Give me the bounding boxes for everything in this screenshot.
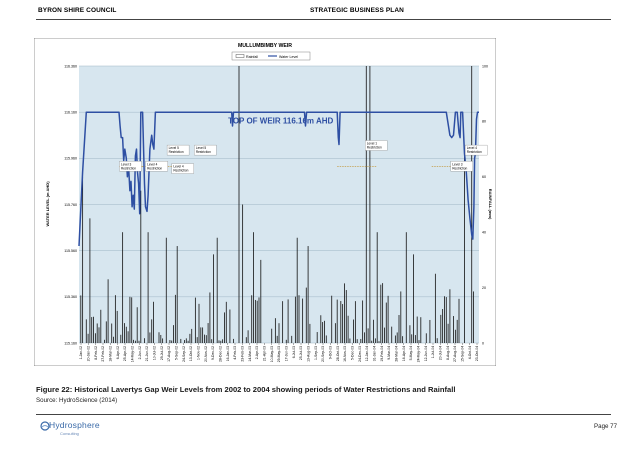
x-tick-label: 5-May-04 — [409, 346, 414, 361]
x-tick-label: 24-Sep-02 — [181, 346, 186, 362]
rainfall-bar — [190, 334, 191, 343]
rainfall-bar — [411, 334, 412, 343]
x-tick-label: 20-Nov-02 — [203, 346, 208, 362]
rainfall-bar — [402, 336, 403, 343]
rainfall-bar — [230, 309, 231, 343]
x-tick-label: 29-Jul-02 — [159, 346, 164, 361]
x-tick-label: 1-Jul-04 — [431, 346, 436, 359]
rainfall-bar — [160, 335, 161, 343]
rainfall-bar — [419, 340, 420, 343]
restriction-label: Restriction — [366, 145, 382, 150]
x-tick-label: 24-May-04 — [416, 346, 421, 363]
x-tick-label: 17-Aug-02 — [167, 346, 172, 362]
rainfall-bar — [140, 191, 141, 343]
rainfall-bar — [210, 292, 211, 343]
restriction-label: Level 3 — [120, 162, 132, 167]
rainfall-bar — [388, 296, 389, 343]
x-tick-label: 27-Aug-04 — [453, 346, 458, 362]
x-tick-label: 9-Mar-04 — [387, 346, 392, 360]
x-tick-label: 15-Sep-04 — [460, 346, 465, 362]
rainfall-bar — [420, 317, 421, 343]
rainfall-bar — [353, 320, 354, 343]
rainfall-bar — [320, 315, 321, 343]
rainfall-bar — [220, 341, 221, 343]
x-tick-label: 10-May-03 — [269, 346, 274, 363]
rainfall-bar — [111, 324, 112, 343]
rainfall-bar — [471, 66, 472, 343]
restriction-label: Restriction — [168, 150, 184, 155]
rainfall-bar — [91, 317, 92, 343]
x-tick-label: 4-Oct-04 — [467, 346, 472, 360]
rainfall-bar — [239, 66, 240, 343]
x-tick-label: 17-Jun-03 — [284, 346, 289, 362]
rainfall-bar — [375, 338, 376, 343]
y-right-tick-label: 80 — [482, 119, 486, 124]
legend-water-level-label: Water Level — [279, 55, 299, 59]
rainfall-bar — [173, 325, 174, 343]
rainfall-bar — [159, 332, 160, 343]
rainfall-bar — [310, 324, 311, 343]
footer-rule — [36, 414, 611, 415]
rainfall-bar — [279, 323, 280, 343]
rainfall-bar — [286, 340, 287, 343]
x-tick-label: 12-Jan-04 — [365, 346, 370, 362]
rainfall-bar — [317, 332, 318, 343]
rainfall-bar — [366, 66, 367, 343]
rainfall-bar — [413, 254, 414, 343]
x-tick-label: 1-Sep-03 — [313, 346, 318, 360]
restriction-label: Level 5 — [195, 146, 207, 151]
rainfall-bar — [88, 334, 89, 343]
y-left-tick-label: 115.360 — [64, 295, 77, 300]
rainfall-bar — [226, 302, 227, 343]
header-document-title: STRATEGIC BUSINESS PLAN — [310, 7, 404, 14]
restriction-label: Restriction — [466, 150, 482, 155]
rainfall-bar — [191, 329, 192, 343]
restriction-label: Level 4 — [147, 162, 158, 167]
x-tick-label: 19-Feb-04 — [379, 346, 384, 362]
rainfall-bar — [99, 327, 100, 343]
x-tick-label: 14-Mar-03 — [247, 346, 252, 362]
x-tick-label: 24-Dec-03 — [357, 346, 362, 362]
rainfall-bar — [222, 339, 223, 343]
rainfall-bar — [248, 330, 249, 343]
rainfall-bar — [170, 340, 171, 343]
x-tick-label: 5-Dec-03 — [350, 346, 355, 360]
rainfall-bar — [348, 316, 349, 343]
rainfall-bar — [473, 291, 474, 343]
rainfall-bar — [384, 328, 385, 343]
y-right-tick-label: 20 — [482, 285, 486, 290]
rainfall-bar — [104, 340, 105, 343]
y-left-tick-label: 115.960 — [64, 156, 77, 161]
rainfall-bar — [362, 300, 363, 343]
rainfall-bar — [391, 327, 392, 343]
rainfall-bar — [106, 321, 107, 343]
rainfall-bar — [197, 337, 198, 343]
rainfall-bar — [204, 335, 205, 343]
x-tick-label: 13-Aug-03 — [306, 346, 311, 362]
rainfall-bar — [344, 283, 345, 343]
rainfall-bar — [213, 254, 214, 343]
rainfall-bar — [371, 341, 372, 343]
rainfall-bar — [379, 341, 380, 343]
rainfall-bar — [446, 297, 447, 343]
x-tick-label: 2-Apr-03 — [255, 346, 260, 360]
rainfall-bar — [200, 327, 201, 343]
rainfall-bar — [426, 333, 427, 343]
figure-caption: Figure 22: Historical Lavertys Gap Weir Levels from 2002 to 2004 showing periods of Water Restrictions and Rainfall — [36, 385, 456, 394]
rainfall-bar — [322, 322, 323, 343]
x-tick-label: 16-Nov-03 — [343, 346, 348, 362]
rainfall-bar — [406, 232, 407, 343]
rainfall-bar — [115, 295, 116, 343]
rainfall-bar — [180, 339, 181, 343]
rainfall-bar — [108, 279, 109, 343]
rainfall-bar — [415, 335, 416, 343]
chart-legend — [232, 52, 310, 60]
y-left-tick-label: 115.160 — [64, 341, 77, 346]
x-tick-label: 21-Apr-03 — [262, 346, 267, 362]
rainfall-bar — [450, 289, 451, 343]
x-tick-label: 28-Dec-02 — [218, 346, 223, 362]
rainfall-bar — [291, 336, 292, 343]
rainfall-bar — [202, 327, 203, 343]
restriction-label: Level 5 — [168, 146, 179, 151]
rainfall-bar — [151, 319, 152, 343]
rainfall-bar — [137, 307, 138, 343]
rainfall-bar — [355, 301, 356, 343]
x-tick-label: 8-Aug-04 — [445, 346, 450, 360]
rainfall-bar — [400, 291, 401, 343]
top-of-weir-annotation: TOP OF WEIR 116.16m AHD — [228, 116, 334, 126]
x-tick-label: 1-Jan-02 — [79, 346, 84, 360]
rainfall-bar — [133, 340, 134, 343]
rainfall-bar — [97, 323, 98, 343]
rainfall-bar — [326, 335, 327, 343]
rainfall-bar — [295, 297, 296, 343]
rainfall-bar — [346, 290, 347, 343]
x-tick-label: 18-Mar-02 — [108, 346, 113, 362]
y-left-tick-label: 115.560 — [64, 248, 77, 253]
rainfall-bar — [282, 301, 283, 343]
x-tick-label: 9-Oct-03 — [328, 346, 333, 360]
rainfall-bar — [430, 320, 431, 343]
rainfall-bar — [199, 304, 200, 343]
x-tick-label: 4-Feb-03 — [233, 346, 238, 360]
rainfall-bar — [224, 312, 225, 343]
header-rule — [36, 19, 611, 20]
legend-rainfall-label: Rainfall — [246, 55, 258, 59]
rainfall-bar — [368, 328, 369, 343]
rainfall-bar — [410, 325, 411, 343]
rainfall-bar — [175, 295, 176, 343]
y-right-tick-label: 100 — [482, 64, 488, 69]
x-tick-label: 5-Sep-02 — [174, 346, 179, 360]
x-tick-label: 20-Jan-02 — [86, 346, 91, 362]
x-tick-label: 31-Jan-04 — [372, 346, 377, 362]
rainfall-bar — [370, 66, 371, 343]
x-tick-label: 27-Feb-02 — [101, 346, 106, 362]
rainfall-bar — [86, 319, 87, 343]
rainfall-bar — [139, 341, 140, 343]
x-tick-label: 25-Apr-02 — [123, 346, 128, 362]
x-tick-label: 6-Jul-03 — [291, 346, 296, 359]
rainfall-bar — [171, 341, 172, 343]
restriction-label: Level 4 — [173, 164, 184, 169]
footer-logo-sub: Consulting — [60, 431, 79, 436]
rainfall-bar — [128, 331, 129, 343]
restriction-label: Restriction — [452, 166, 468, 171]
rainfall-bar — [377, 232, 378, 343]
x-tick-label: 23-Feb-03 — [240, 346, 245, 362]
restriction-label: Level 1 — [366, 141, 378, 146]
page-number: Page 77 — [594, 423, 618, 430]
x-tick-label: 8-Feb-02 — [93, 346, 98, 360]
rainfall-bar — [95, 333, 96, 343]
rainfall-bar — [82, 177, 83, 343]
x-tick-label: 23-Oct-04 — [475, 346, 480, 362]
rainfall-bar — [211, 339, 212, 343]
rainfall-bar — [130, 297, 131, 343]
rainfall-bar — [153, 302, 154, 343]
rainfall-bar — [457, 320, 458, 343]
rainfall-bar — [257, 301, 258, 343]
rainfall-bar — [271, 329, 272, 343]
rainfall-bar — [206, 335, 207, 343]
x-tick-label: 25-Jul-03 — [299, 346, 304, 361]
rainfall-bar — [417, 317, 418, 343]
rainfall-bar — [186, 338, 187, 343]
rainfall-bar — [150, 332, 151, 343]
rainfall-bar — [357, 339, 358, 343]
x-tick-label: 28-Oct-03 — [335, 346, 340, 362]
rainfall-bar — [166, 238, 167, 343]
rainfall-bar — [360, 339, 361, 343]
rainfall-bar — [337, 300, 338, 343]
rainfall-bar — [448, 324, 449, 343]
chart-title: MULLUMBIMBY WEIR — [237, 43, 293, 49]
rainfall-bar — [453, 316, 454, 343]
rainfall-bar — [464, 149, 465, 343]
x-tick-label: 10-Jul-02 — [152, 346, 157, 361]
weir-level-chart — [34, 38, 496, 366]
rainfall-bar — [259, 297, 260, 343]
rainfall-bar — [373, 320, 374, 343]
rainfall-bar — [364, 332, 365, 343]
rainfall-bar — [144, 338, 145, 343]
rainfall-bar — [162, 338, 163, 343]
rainfall-bar — [335, 323, 336, 343]
rainfall-bar — [120, 335, 121, 343]
x-tick-label: 16-Jan-03 — [225, 346, 230, 362]
rainfall-bar — [395, 335, 396, 343]
rainfall-bar — [440, 315, 441, 343]
restriction-label: Restriction — [195, 150, 211, 155]
rainfall-bar — [93, 317, 94, 343]
footer-logo-text: Hydrosphere — [49, 420, 100, 430]
rainfall-bar — [459, 299, 460, 343]
rainfall-bar — [455, 330, 456, 343]
y-left-tick-label: 116.360 — [64, 64, 77, 69]
rainfall-bar — [90, 218, 91, 343]
y-left-tick-label: 116.160 — [64, 110, 77, 115]
x-tick-label: 20-Sep-03 — [321, 346, 326, 362]
rainfall-bar — [255, 300, 256, 343]
rainfall-bar — [219, 340, 220, 343]
y-left-tick-label: 115.760 — [64, 202, 77, 207]
x-tick-label: 28-Mar-04 — [394, 346, 399, 362]
rainfall-bar — [188, 341, 189, 343]
rainfall-bar — [177, 246, 178, 343]
x-tick-label: 1-Nov-02 — [196, 346, 201, 360]
rainfall-bar — [148, 232, 149, 343]
x-tick-label: 6-Apr-02 — [115, 346, 120, 360]
rainfall-bar — [297, 238, 298, 343]
rainfall-bar — [242, 205, 243, 344]
rainfall-bar — [324, 321, 325, 343]
rainfall-bar — [302, 299, 303, 343]
x-tick-label: 2-Jun-02 — [137, 346, 142, 360]
rainfall-bar — [342, 304, 343, 343]
y-right-tick-label: 60 — [482, 175, 486, 180]
rainfall-bar — [397, 332, 398, 343]
y-axis-left-label: WATER LEVEL (m AHD) — [45, 181, 50, 227]
rainfall-bar — [246, 337, 247, 343]
restriction-label: Restriction — [173, 168, 189, 173]
rainfall-bar — [435, 274, 436, 343]
rainfall-bar — [399, 315, 400, 343]
y-right-tick-label: 0 — [482, 341, 484, 346]
x-tick-label: 21-Jun-02 — [145, 346, 150, 362]
rainfall-bar — [260, 260, 261, 343]
figure-source: Source: HydroScience (2014) — [36, 397, 118, 404]
rainfall-bar — [275, 318, 276, 343]
rainfall-bar — [251, 295, 252, 343]
rainfall-bar — [340, 301, 341, 343]
restriction-label: Level 3 — [452, 162, 463, 167]
header-organisation: BYRON SHIRE COUNCIL — [38, 7, 117, 14]
rainfall-bar — [135, 341, 136, 343]
rainfall-bar — [113, 337, 114, 343]
rainfall-bar — [437, 338, 438, 343]
x-tick-label: 16-Apr-04 — [401, 346, 406, 362]
x-tick-label: 9-Dec-02 — [211, 346, 216, 360]
rainfall-bar — [184, 340, 185, 343]
rainfall-bar — [126, 327, 127, 343]
rainfall-bar — [80, 295, 81, 343]
rainfall-bar — [444, 296, 445, 343]
x-tick-label: 20-Jul-04 — [438, 346, 443, 361]
rainfall-bar — [308, 246, 309, 343]
restriction-label: Level 4 — [466, 146, 478, 151]
rainfall-bar — [442, 309, 443, 343]
restriction-label: Restriction — [120, 166, 137, 171]
rainfall-bar — [122, 232, 123, 343]
rainfall-bar — [277, 336, 278, 343]
rainfall-bar — [100, 310, 101, 343]
x-tick-label: 29-May-03 — [277, 346, 282, 363]
rainfall-bar — [253, 232, 254, 343]
rainfall-bar — [131, 297, 132, 343]
rainfall-bar — [117, 311, 118, 343]
rainfall-bar — [233, 339, 234, 343]
rainfall-bar — [195, 298, 196, 343]
rainfall-bar — [380, 285, 381, 343]
rainfall-bar — [288, 299, 289, 343]
rainfall-bar — [386, 303, 387, 343]
y-axis-right-label: RAINFALL (mm) — [488, 188, 493, 220]
x-tick-label: 14-May-02 — [130, 346, 135, 363]
rainfall-bar — [382, 283, 383, 343]
rainfall-bar — [217, 238, 218, 343]
y-right-tick-label: 40 — [482, 230, 486, 235]
restriction-label: Restriction — [147, 166, 163, 171]
rainfall-bar — [331, 296, 332, 343]
rainfall-bar — [208, 323, 209, 343]
x-tick-label: 13-Oct-02 — [189, 346, 194, 362]
rainfall-bar — [350, 338, 351, 343]
rainfall-bar — [124, 323, 125, 343]
x-tick-label: 12-Jun-04 — [423, 346, 428, 362]
rainfall-bar — [306, 288, 307, 343]
rainfall-bar — [299, 295, 300, 343]
